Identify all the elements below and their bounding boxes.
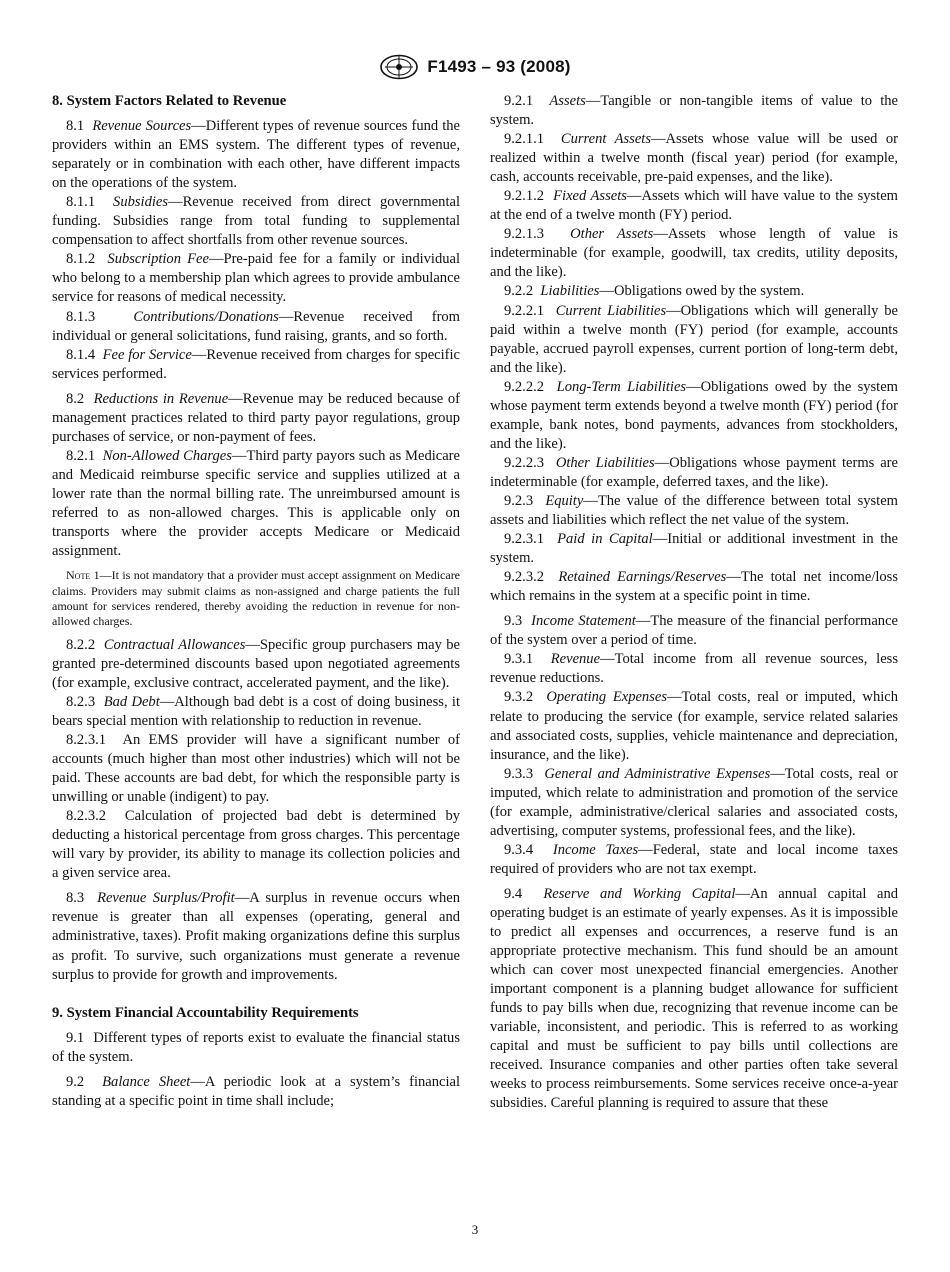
clause-number: 8.2.2 xyxy=(66,636,96,653)
section-heading: 8. System Factors Related to Revenue xyxy=(52,93,287,109)
clause-body: —Assets whose length of value is indeterminable (for example, goodwill, tax credits, utility deposits, and the like). xyxy=(490,226,898,281)
clause-body: —The total net income/loss which remains in the system at a specific point in time. xyxy=(490,569,898,605)
clause-number: 8.3 xyxy=(66,890,85,907)
clause-number: 9.3.2 xyxy=(504,689,534,706)
clause-body: —Obligations whose payment terms are indeterminable (for example, deferred taxes, and the like). xyxy=(490,454,898,490)
section-paragraph xyxy=(490,492,898,530)
astm-logo-icon xyxy=(379,54,419,80)
section-paragraph xyxy=(52,250,460,307)
right-column xyxy=(490,92,898,1113)
clause-body: —Revenue received from charges for specific services performed. xyxy=(52,346,461,382)
clause-body: —The measure of the financial performance of the system over a period of time. xyxy=(490,613,898,649)
clause-number: 9.2.2 xyxy=(504,283,534,300)
clause-title: Income Taxes xyxy=(552,841,639,858)
section-paragraph xyxy=(490,378,898,454)
section-paragraph xyxy=(52,1029,460,1067)
clause-body: —Pre-paid fee for a family or individual who belong to a membership plan which agrees to provide ambulance service for reasons of medical necessity. xyxy=(52,251,460,306)
section-paragraph xyxy=(52,636,460,693)
section-paragraph xyxy=(52,447,460,561)
clause-title: Revenue Sources xyxy=(92,118,192,135)
note-label: Note 1 xyxy=(66,568,100,583)
section-paragraph xyxy=(490,650,898,688)
clause-number: 8.1.4 xyxy=(66,346,96,363)
clause-number: 8.2.3 xyxy=(66,693,96,710)
clause-number: 9.2.3 xyxy=(504,492,534,509)
section-paragraph xyxy=(490,612,898,650)
clause-number: 9.2.1.2 xyxy=(504,188,545,205)
section-paragraph xyxy=(490,454,898,492)
clause-body: —Obligations owed by the system whose payment term extends beyond a twelve month (FY) period (for example, bank notes, bond payments, advances from stockholders, and the like). xyxy=(490,378,898,452)
clause-body: —Revenue received from individual or general solicitations, fund raising, grants, and so forth. xyxy=(52,308,460,344)
clause-number: 9.3.3 xyxy=(504,765,534,782)
clause-title: Subscription Fee xyxy=(107,251,209,268)
section-paragraph xyxy=(52,193,460,250)
clause-number: 9.2.1.3 xyxy=(504,226,545,243)
section-paragraph xyxy=(490,225,898,282)
section-paragraph xyxy=(52,346,460,384)
note-paragraph xyxy=(52,568,460,630)
clause-title: Retained Earnings/Reserves xyxy=(558,569,727,586)
clause-body: —Assets which will have value to the system at the end of a twelve month (FY) period. xyxy=(490,188,898,224)
clause-title: Fee for Service xyxy=(102,346,192,363)
clause-number: 9.1 xyxy=(66,1029,85,1046)
clause-title: Fixed Assets xyxy=(553,188,627,205)
clause-number: 8.1.2 xyxy=(66,251,96,268)
section-paragraph xyxy=(52,731,460,807)
section-paragraph xyxy=(490,92,898,130)
clause-body: —Third party payors such as Medicare and Medicaid reimburse specific service and supplies utilized at a lower rate than the normal billing rate. The unreimbursed amount is referred to as non-allowed charges. This is applicable only on transports where the provider accepts Medicare or Medicaid assignment. xyxy=(52,447,460,560)
clause-title: Assets xyxy=(549,93,586,109)
clause-body: An EMS provider will have a significant number of accounts (much higher than most other industries) which will not be paid. These accounts are bad debt, for which the responsible party is unwilling or unable (indigent) to pay. xyxy=(52,731,460,806)
clause-title: Paid in Capital xyxy=(557,531,653,548)
clause-number: 8.1.1 xyxy=(66,194,96,211)
clause-body: —Specific group purchasers may be granted pre-determined discounts based upon negotiated agreements (for example, exclusive contract, accelerated payment, and the like). xyxy=(52,636,460,691)
clause-number: 9.2 xyxy=(66,1073,85,1090)
clause-number: 9.3.1 xyxy=(504,651,534,668)
clause-title: Operating Expenses xyxy=(546,689,667,706)
clause-title: Contributions/Donations xyxy=(133,308,279,325)
section-paragraph xyxy=(490,765,898,841)
section-paragraph xyxy=(490,885,898,1114)
clause-number: 8.2.1 xyxy=(66,447,96,464)
clause-title: Other Liabilities xyxy=(555,454,655,471)
clause-body: Different types of reports exist to evaluate the financial status of the system. xyxy=(52,1029,460,1065)
section-paragraph xyxy=(52,889,460,984)
clause-body: —Obligations which will generally be paid within a twelve month (FY) period (for example, accounts payable, accrued payroll expenses, current portion of long-term debt, and the like). xyxy=(490,302,898,376)
clause-title: Other Assets xyxy=(570,226,654,243)
clause-number: 9.2.2.3 xyxy=(504,454,545,471)
clause-title: Income Statement xyxy=(531,613,636,630)
section-paragraph xyxy=(490,841,898,879)
clause-number: 9.4 xyxy=(504,885,523,902)
clause-number: 9.3 xyxy=(504,613,523,630)
clause-number: 9.2.1.1 xyxy=(504,131,545,148)
clause-number: 9.2.2.2 xyxy=(504,378,545,395)
clause-title: Revenue xyxy=(550,651,601,668)
clause-number: 9.2.3.2 xyxy=(504,569,545,586)
clause-title: Equity xyxy=(545,492,584,509)
section-paragraph xyxy=(52,693,460,731)
clause-body: —Total costs, real or imputed, which relate to administration and promotion of the service (for example, administrative/clerical salaries and associated costs, advertising, computer systems, professional fees, and the like). xyxy=(490,765,898,839)
clause-number: 8.2.3.2 xyxy=(66,808,107,825)
clause-title: Long-Term Liabilities xyxy=(556,378,687,395)
clause-body: —Revenue may be reduced because of management practices related to third party payor regulations, group purchases of service, or non-payment of fees. xyxy=(52,390,460,445)
clause-body: —An annual capital and operating budget is an estimate of yearly expenses. As it is impossible to predict all expenses and occurrences, a reserve fund is an appropriate protective mechanism. This fund should be an amount which can cover most unexpected financial emergencies. Another important component is a planning budget allowance for sufficient funds to pay bills when due, recognizing that revenue income can be variable, inconsistent, and periodic. This is referred to as working capital and must be sufficient to pay bills until collections are received. Insurance companies and other parties often take several weeks to process reimbursements. Some services receive once-a-year subsidies. Careful planning is required to assure that these xyxy=(490,885,898,1112)
clause-title: Balance Sheet xyxy=(102,1073,191,1090)
section-paragraph xyxy=(490,688,898,764)
clause-title: General and Administrative Expenses xyxy=(544,765,771,782)
clause-title: Reserve and Working Capital xyxy=(543,885,736,902)
clause-body: Calculation of projected bad debt is determined by deducting a historical percentage from gross charges. This percentage will vary by provider, its ability to manage its collection policies and a given service area. xyxy=(52,808,461,882)
section-paragraph xyxy=(52,390,460,447)
clause-title: Contractual Allowances xyxy=(103,636,246,653)
note-body: —It is not mandatory that a provider must accept assignment on Medicare claims. Providers may submit claims as non-assigned and charge patients the full amount for services rendered, thereby avoiding the reduction in revenue for non-allowed charges. xyxy=(52,568,461,629)
clause-title: Revenue Surplus/Profit xyxy=(97,890,235,907)
section-paragraph xyxy=(52,1073,460,1111)
clause-body: —A periodic look at a system’s financial standing at a specific point in time shall include; xyxy=(52,1073,460,1109)
section-paragraph xyxy=(490,530,898,568)
clause-title: Subsidies xyxy=(113,194,169,211)
section-paragraph xyxy=(490,130,898,187)
clause-body: —Initial or additional investment in the system. xyxy=(490,531,898,567)
clause-body: —Although bad debt is a cost of doing business, it bears special mention with relationship to reduction in revenue. xyxy=(52,693,460,729)
section-paragraph xyxy=(490,187,898,225)
clause-body: —The value of the difference between total system assets and liabilities which reflect the net value of the system. xyxy=(490,492,898,529)
clause-number: 9.3.4 xyxy=(504,841,534,858)
left-column xyxy=(52,92,460,1111)
document-id: F1493 – 93 (2008) xyxy=(427,57,571,76)
clause-title: Reductions in Revenue xyxy=(93,390,229,407)
clause-body: —Assets whose value will be used or realized within a twelve month (fiscal year) period (for example, cash, accounts receivable, pre-paid expenses, and the like). xyxy=(490,131,898,186)
clause-title: Current Liabilities xyxy=(555,302,667,319)
clause-title: Bad Debt xyxy=(103,693,160,710)
clause-number: 9.2.1 xyxy=(504,93,534,109)
page-number: 3 xyxy=(471,1222,479,1237)
clause-title: Current Assets xyxy=(560,131,651,148)
clause-body: —Total income from all revenue sources, less revenue reductions. xyxy=(490,651,898,687)
clause-body: —Different types of revenue sources fund the providers within an EMS system. The different types of revenue, separately or in combination with each other, have different impacts on the operations of the system. xyxy=(52,118,460,192)
page-header xyxy=(0,54,950,80)
clause-body: —Revenue received from direct governmental funding. Subsidies range from total funding to supplemental compensation to affect shortfalls from other revenue sources. xyxy=(52,194,460,249)
section-paragraph xyxy=(52,807,460,883)
clause-body: —Federal, state and local income taxes required of providers who are not tax exempt. xyxy=(490,841,898,877)
section-paragraph xyxy=(490,282,898,301)
clause-number: 9.2.2.1 xyxy=(504,302,545,319)
section-paragraph xyxy=(52,308,460,346)
section-paragraph xyxy=(52,117,460,193)
clause-title: Non-Allowed Charges xyxy=(102,447,232,464)
clause-number: 8.1.3 xyxy=(66,308,96,325)
clause-body: —Total costs, real or imputed, which relate to producing the service (for example, service related salaries and associated costs, supplies, vehicle maintenance and depreciation, insurance, and the like). xyxy=(490,689,898,763)
clause-body: —A surplus in revenue occurs when revenue is greater than all expenses (operating, general and administrative, taxes). Profit making organizations define this surplus as profit. To survive, such organizations must generate a revenue surplus to provide for growth and improvements. xyxy=(52,890,460,983)
clause-number: 8.2.3.1 xyxy=(66,731,107,748)
clause-number: 9.2.3.1 xyxy=(504,531,545,548)
section-paragraph xyxy=(490,568,898,606)
clause-body: —Tangible or non-tangible items of value to the system. xyxy=(490,93,898,129)
clause-title: Liabilities xyxy=(540,283,600,300)
clause-body: —Obligations owed by the system. xyxy=(599,283,805,300)
clause-number: 8.2 xyxy=(66,390,85,407)
clause-number: 8.1 xyxy=(66,118,85,135)
section-paragraph xyxy=(490,302,898,378)
section-heading: 9. System Financial Accountability Requirements xyxy=(52,1004,359,1021)
